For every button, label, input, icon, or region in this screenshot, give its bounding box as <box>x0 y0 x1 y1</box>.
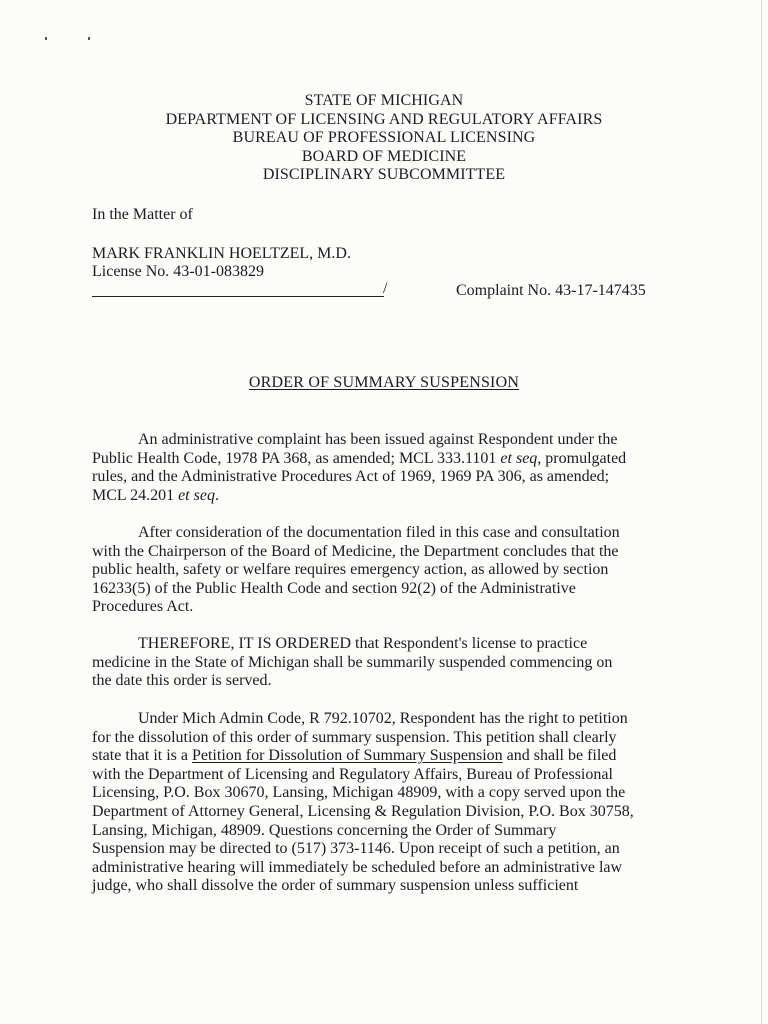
paragraph-line: judge, who shall dissolve the order of summary suspension unless sufficient <box>92 877 579 895</box>
header-state: STATE OF MICHIGAN <box>304 92 464 109</box>
caption-slash: / <box>383 280 388 297</box>
text-span: . <box>214 486 219 504</box>
paragraph-line <box>92 747 682 766</box>
in-the-matter-of: In the Matter of <box>92 206 193 223</box>
paragraph-4 <box>92 710 682 896</box>
header-department: DEPARTMENT OF LICENSING AND REGULATORY AFFAIRS <box>165 110 603 128</box>
paragraph-line: with the Department of Licensing and Regulatory Affairs, Bureau of Professional <box>92 765 613 783</box>
paragraph-2 <box>92 524 682 617</box>
paragraph-line: Lansing, Michigan, 48909. Questions concerning the Order of Summary <box>92 821 557 839</box>
paragraph-line: After consideration of the documentation filed in this case and consultation <box>138 524 620 541</box>
paragraph-line <box>92 487 682 506</box>
scan-mark <box>45 37 47 40</box>
paragraph-line: administrative hearing will immediately be scheduled before an administrative law <box>92 858 623 876</box>
text-span: Public Health Code, 1978 PA 368, as amended; MCL 333.1101 <box>92 449 501 467</box>
header-bureau: BUREAU OF PROFESSIONAL LICENSING <box>232 129 536 146</box>
paragraph-line: Procedures Act. <box>92 598 194 616</box>
underlined-petition-title: Petition for Dissolution of Summary Suspension <box>191 747 503 765</box>
paragraph-line: 16233(5) of the Public Health Code and section 92(2) of the Administrative <box>92 579 576 597</box>
text-span: state that it is a <box>92 747 192 765</box>
italic-text: et seq <box>178 486 215 504</box>
text-span: MCL 24.201 <box>92 486 179 504</box>
paragraph-line: with the Chairperson of the Board of Medicine, the Department concludes that the <box>92 542 619 560</box>
paragraph-line: medicine in the State of Michigan shall be summarily suspended commencing on <box>92 653 613 671</box>
italic-text: et seq <box>500 449 538 467</box>
paragraph-line: Suspension may be directed to (517) 373-1146. Upon receipt of such a petition, an <box>92 840 620 858</box>
paragraph-3 <box>92 635 682 691</box>
paragraph-line: Licensing, P.O. Box 30670, Lansing, Michigan 48909, with a copy served upon the <box>92 784 626 802</box>
respondent-name: MARK FRANKLIN HOELTZEL, M.D. <box>92 245 351 262</box>
paragraph-line: Department of Attorney General, Licensing & Regulation Division, P.O. Box 30758, <box>92 802 634 820</box>
paragraph-line: Under Mich Admin Code, R 792.10702, Respondent has the right to petition <box>138 710 628 727</box>
paragraph-line: for the dissolution of this order of summary suspension. This petition shall clearly <box>92 728 617 746</box>
header-subcommittee: DISCIPLINARY SUBCOMMITTEE <box>262 166 506 183</box>
paragraph-line: public health, safety or welfare requires emergency action, as allowed by section <box>92 561 609 579</box>
complaint-number: Complaint No. 43-17-147435 <box>456 282 646 299</box>
paragraph-line <box>92 450 682 469</box>
license-number: License No. 43-01-083829 <box>92 263 264 280</box>
paragraph-line: An administrative complaint has been issued against Respondent under the <box>138 431 618 448</box>
text-span: and shall be filed <box>502 747 617 765</box>
caption-rule <box>92 296 384 297</box>
scan-mark <box>88 37 90 40</box>
paragraph-line: rules, and the Administrative Procedures Act of 1969, 1969 PA 306, as amended; <box>92 468 610 486</box>
paragraph-1 <box>92 431 682 505</box>
text-span: , promulgated <box>537 449 627 467</box>
paragraph-line: the date this order is served. <box>92 672 272 690</box>
order-title: ORDER OF SUMMARY SUSPENSION <box>248 374 520 391</box>
header-board: BOARD OF MEDICINE <box>301 147 467 165</box>
document-header <box>0 92 768 185</box>
paragraph-line: THEREFORE, IT IS ORDERED that Respondent's license to practice <box>138 635 588 652</box>
